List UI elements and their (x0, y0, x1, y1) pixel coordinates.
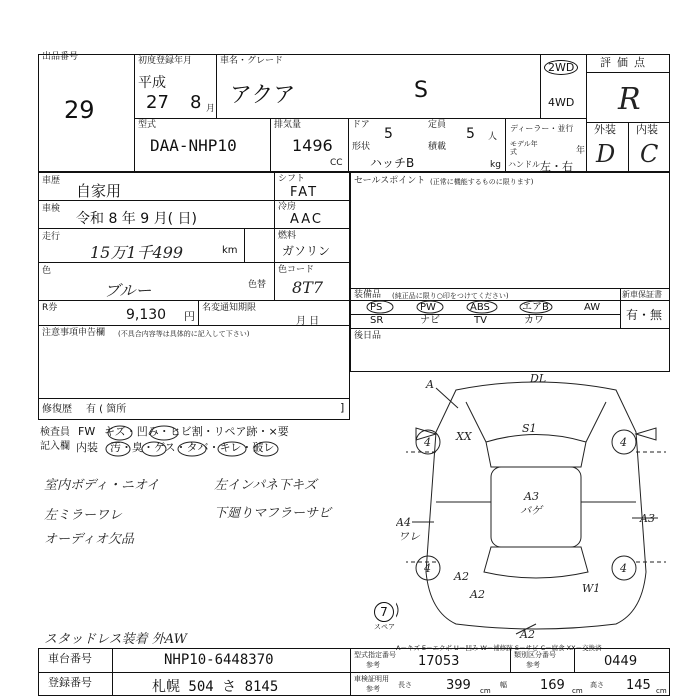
color-code-value: 8T7 (292, 278, 324, 297)
mileage-value: 15万1千499 (90, 243, 184, 262)
arrow-a (436, 388, 458, 408)
capacity-unit: 人 (488, 132, 498, 142)
score-label: 評価点 (600, 56, 651, 69)
cert-label: 車検証明用 (354, 675, 389, 683)
header-divider-lot (134, 54, 135, 172)
cert-sub: 参考 (366, 685, 380, 693)
note-6: スタッドレス装着 外AW (44, 632, 187, 647)
handle-label: ハンドル (508, 160, 540, 169)
mileage-unit: km (222, 245, 238, 256)
mark-dl: DL (530, 372, 547, 385)
doors: 5 (384, 126, 393, 142)
history-row-2 (38, 228, 350, 229)
shape-label: 形状 (352, 142, 371, 152)
length-label: 長さ (398, 681, 412, 689)
header-divider-model (270, 118, 271, 172)
footer-label-divider (112, 648, 113, 696)
car-diagram (396, 372, 676, 642)
circle-scratch (108, 426, 132, 440)
recycle-label: R券 (42, 303, 58, 313)
header-row-divider (134, 118, 586, 119)
warranty-divider (620, 288, 621, 328)
inspector-label-2: 記入欄 (40, 441, 70, 452)
type-spec-label: 型式指定番号 (354, 651, 396, 659)
inspector-exterior-prefix: FW (78, 425, 96, 438)
fuel-label: 燃料 (278, 231, 297, 241)
chassis-value: NHP10-6448370 (164, 652, 274, 668)
inspector-interior-items: 汚・臭・ゲス・タバ・キレ・破レ (110, 441, 275, 454)
equip-abs: ABS (470, 302, 490, 313)
load-label: 積載 (428, 142, 447, 152)
era: 平成 (138, 75, 166, 91)
shift-label: シフト (278, 174, 306, 184)
model-year-label: モデル年式 (510, 140, 538, 156)
inspector-circles (100, 422, 360, 462)
height-unit: cm (656, 687, 667, 695)
deadline-value: 月 日 (296, 316, 320, 327)
mark-a2-left: A2 (454, 570, 469, 583)
inspector-interior-prefix: 内装 (76, 441, 98, 454)
reg-year: 27 (146, 92, 169, 113)
length-unit: cm (480, 687, 491, 695)
history-deadline-divider (198, 300, 199, 325)
later-top (350, 328, 670, 329)
model-label: 型式 (138, 120, 157, 130)
history-value: 自家用 (76, 182, 122, 200)
circle-tobacco (218, 442, 246, 456)
equip-sr: SR (370, 315, 384, 326)
spare-label: スペア (374, 623, 395, 631)
notice-note: (不具合内容等は具体的に記入して下さい) (118, 330, 250, 338)
equip-pw: PW (420, 302, 436, 313)
repair-label: 修復歴 (42, 404, 72, 415)
width-unit: cm (572, 687, 583, 695)
tire-label-fr: 4 (620, 436, 627, 449)
header-divider-era (216, 54, 217, 118)
first-reg-label: 初度登録年月 (138, 56, 193, 66)
grade: S (414, 78, 428, 103)
drive-4wd: 4WD (548, 96, 575, 109)
car-name: アクア (230, 83, 296, 108)
circle-wear (178, 442, 206, 456)
dealer-label: ディーラー・並行 (510, 124, 574, 133)
car-rear-window (484, 547, 588, 578)
exterior-label: 外装 (594, 123, 616, 136)
specs-block (350, 172, 670, 372)
footer-ref-divider-2 (510, 648, 511, 672)
sales-point-label: セールスポイント (354, 176, 426, 186)
recycle-unit: 円 (184, 310, 195, 323)
handle-values: 左・右 (540, 160, 573, 173)
displacement-label: 排気量 (274, 120, 302, 130)
reg-month-unit: 月 (206, 104, 216, 114)
repair-value: 有 ( 箇所 (86, 404, 127, 415)
exterior-value: D (596, 140, 616, 168)
type-spec-value: 17053 (418, 654, 460, 669)
mark-xx: XX (456, 430, 472, 443)
circle-airbag (520, 301, 552, 313)
equipment-circles (350, 300, 620, 328)
type-spec-sub: 参考 (366, 661, 380, 669)
circle-cut (254, 442, 278, 456)
history-row-3 (38, 262, 350, 263)
reg-month: 8 (190, 92, 202, 113)
color-value: ブルー (104, 281, 152, 300)
width-label: 幅 (500, 681, 507, 689)
car-windshield (486, 435, 586, 468)
equipment-note: (純正品に限り○印をつけてください) (392, 292, 509, 300)
equipment-top (350, 288, 670, 289)
warranty-label: 新車保証書 (622, 290, 662, 299)
sales-point-note: (正常に機能するものに限ります) (430, 178, 534, 186)
interior-value: C (640, 140, 659, 168)
header-divider-disp (348, 118, 349, 172)
mark-bage: バゲ (520, 504, 542, 517)
mileage-label: 走行 (42, 232, 61, 242)
repair-close: ] (340, 401, 345, 414)
equip-leather: カワ (524, 315, 544, 326)
height-value: 145 (626, 678, 651, 693)
equip-aw: AW (584, 302, 601, 313)
tire-label-rr: 4 (620, 562, 627, 575)
class-value: 0449 (604, 654, 638, 669)
mark-a3: A3 (524, 490, 539, 503)
later-label: 後日品 (354, 331, 382, 341)
aircon-value: AAC (290, 212, 323, 227)
equip-tv: TV (474, 315, 487, 326)
width-value: 169 (540, 678, 565, 693)
lot-label: 出品番号 (42, 52, 79, 62)
inspection-label: 車検 (42, 204, 61, 214)
color-code-label: 色コード (278, 265, 315, 275)
chassis-label: 車台番号 (48, 652, 92, 665)
shift-value: FAT (290, 185, 319, 200)
lot-number: 29 (64, 96, 95, 124)
reg-label: 登録番号 (48, 676, 92, 689)
mark-a2-bottom: A2 (520, 628, 535, 641)
deadline-label: 名変通知期限 (202, 303, 257, 313)
history-row-4 (38, 300, 350, 301)
warranty-value: 有・無 (626, 308, 663, 322)
footer-mid (38, 672, 670, 673)
class-label: 類別区分番号 (514, 651, 556, 659)
equip-ps: PS (370, 302, 383, 313)
spare-value: 7 (374, 602, 394, 622)
history-specs-divider (274, 172, 275, 300)
specs-row-1 (274, 200, 350, 201)
circle-dirt (106, 442, 130, 456)
circle-dent (150, 426, 178, 440)
score-divider-v (628, 122, 629, 172)
equip-airbag: エアB (522, 302, 549, 313)
class-sub: 参考 (526, 661, 540, 669)
mark-a2-rear: A2 (470, 588, 485, 601)
circle-smell (142, 442, 166, 456)
note-4: 左インパネ下キズ (214, 478, 317, 493)
interior-label: 内装 (636, 123, 658, 136)
equip-navi: ナビ (420, 315, 440, 326)
repaint-label: 色替 (248, 280, 267, 290)
mark-ware: ワレ (398, 530, 420, 543)
score-divider (586, 72, 670, 73)
diagram-legend: A－キズ E－エクボ U－凹み W－補修跡 S－サビ C－腐食 XX－交換済 (396, 644, 602, 652)
mark-s1: S1 (522, 422, 537, 435)
mark-w1: W1 (582, 582, 601, 595)
circle-pw (417, 301, 443, 313)
cc-unit: CC (330, 158, 343, 168)
score-value: R (618, 82, 641, 117)
model-code: DAA-NHP10 (150, 136, 237, 155)
drive-2wd-circled: 2WD (544, 60, 578, 75)
circle-abs (467, 301, 497, 313)
inspector-exterior-items: キズ・凹み・ヒビ割・リペア跡・×要 (104, 425, 289, 438)
history-row-6 (38, 398, 350, 399)
car-grade-label: 車名・グレード (220, 56, 284, 66)
header-divider-dealer (505, 118, 506, 172)
fuel-value: ガソリン (282, 244, 331, 258)
length-value: 399 (446, 678, 471, 693)
mark-a4: A4 (396, 516, 411, 529)
tire-label-rl: 4 (424, 562, 431, 575)
note-3: オーディオ欠品 (44, 532, 134, 547)
equipment-label: 装備品 (354, 290, 382, 300)
shape: ハッチB (370, 156, 415, 170)
mirror-right (636, 428, 656, 440)
history-label: 車歴 (42, 176, 61, 186)
mark-a3-right: A3 (640, 512, 655, 525)
spare-tire (396, 598, 398, 622)
door-label: ドア (352, 120, 370, 130)
model-year-unit: 年 (576, 146, 586, 156)
note-2: 左ミラーワレ (44, 508, 123, 523)
reg-value: 札幌 504 さ 8145 (152, 679, 279, 695)
tire-label-fl: 4 (424, 436, 431, 449)
header-divider-drive (540, 54, 541, 118)
circle-ps (367, 301, 393, 313)
recycle-value: 9,130 (126, 307, 167, 323)
note-5: 下廻りマフラーサビ (214, 506, 332, 521)
history-km-divider (244, 228, 245, 262)
color-label: 色 (42, 266, 52, 276)
displacement: 1496 (292, 136, 333, 155)
inspection-value: 令和 8 年 9 月( 日) (76, 211, 197, 227)
capacity: 5 (466, 126, 475, 142)
note-1: 室内ボディ・ニオイ (44, 478, 160, 493)
aircon-label: 冷房 (278, 202, 297, 212)
height-label: 高さ (590, 681, 604, 689)
notice-label: 注意事項申告欄 (42, 328, 106, 338)
inspector-label-1: 検査員 (40, 427, 70, 438)
capacity-label: 定員 (428, 120, 447, 130)
mark-a: A (426, 378, 434, 391)
load-unit: kg (490, 160, 501, 170)
footer-ref-divider-3 (574, 648, 575, 672)
footer-ref-divider (350, 648, 351, 696)
